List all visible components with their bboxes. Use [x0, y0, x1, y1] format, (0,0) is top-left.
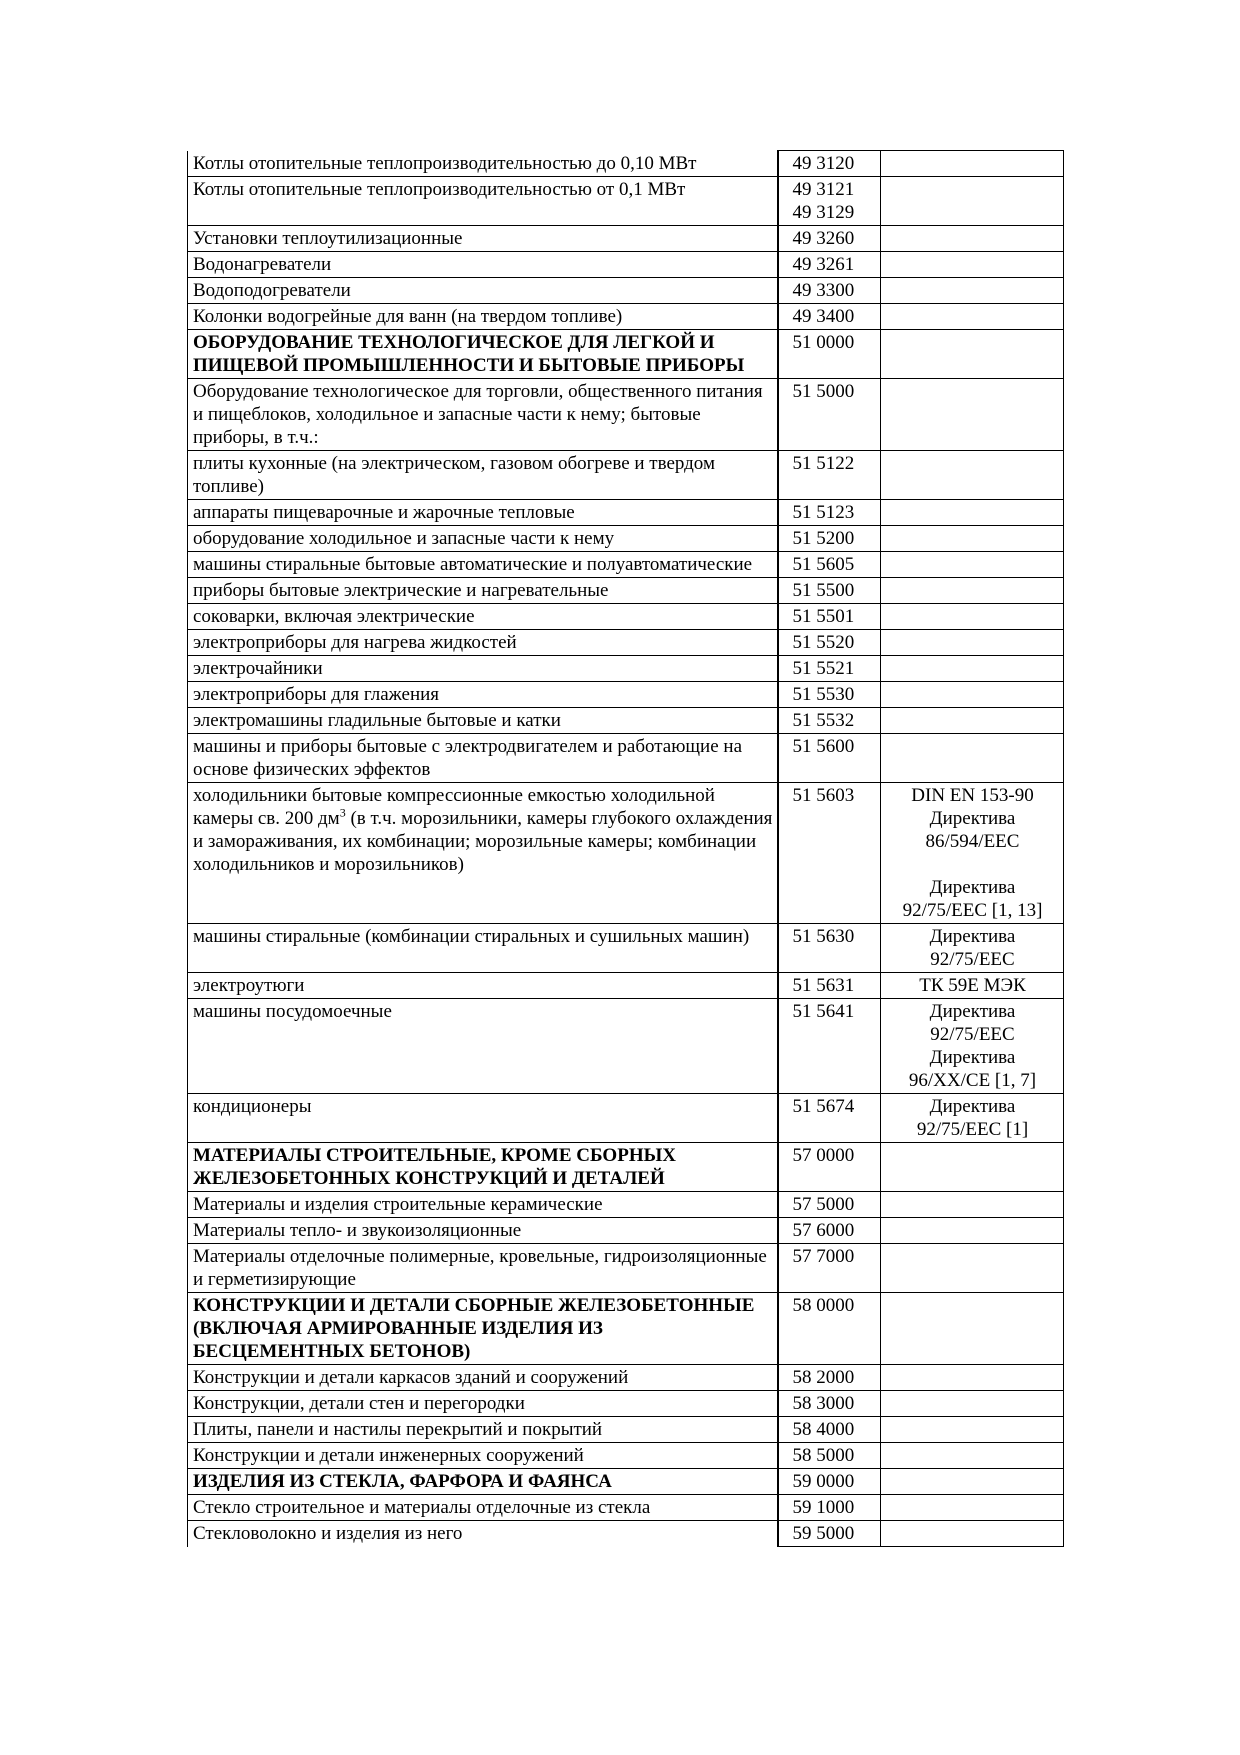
- section-heading-row: [188, 1143, 1064, 1192]
- okp-code-cell: 51 5123: [778, 500, 881, 526]
- okp-code-cell: 51 5530: [778, 682, 881, 708]
- table-row: [188, 1244, 1064, 1293]
- okp-code-cell: 57 0000: [778, 1143, 881, 1192]
- product-name-cell: Котлы отопительные теплопроизводительностью от 0,1 МВт: [188, 177, 778, 226]
- standard-reference-cell: DIN EN 153-90 Директива 86/594/EEC Директива 92/75/EEC [1, 13]: [881, 783, 1064, 924]
- product-name-cell: Конструкции и детали каркасов зданий и сооружений: [188, 1365, 778, 1391]
- okp-code-cell: 51 5631: [778, 973, 881, 999]
- table-row: [188, 734, 1064, 783]
- okp-code-cell: 59 5000: [778, 1521, 881, 1547]
- table-row: [188, 783, 1064, 924]
- table-row: [188, 1218, 1064, 1244]
- standard-reference-cell: [881, 330, 1064, 379]
- standard-reference-cell: [881, 1143, 1064, 1192]
- standard-reference-cell: [881, 1521, 1064, 1547]
- standard-reference-cell: [881, 304, 1064, 330]
- standard-reference-cell: [881, 177, 1064, 226]
- product-name-cell: Котлы отопительные теплопроизводительностью до 0,10 МВт: [188, 151, 778, 177]
- table-row: [188, 656, 1064, 682]
- standard-reference-cell: [881, 252, 1064, 278]
- product-name-cell: Конструкции и детали инженерных сооружений: [188, 1443, 778, 1469]
- standard-reference-cell: [881, 451, 1064, 500]
- table-row: [188, 924, 1064, 973]
- table-row: [188, 1417, 1064, 1443]
- standard-reference-cell: [881, 604, 1064, 630]
- okp-code-cell: 51 5520: [778, 630, 881, 656]
- okp-code-cell: 51 5603: [778, 783, 881, 924]
- standard-reference-cell: [881, 1417, 1064, 1443]
- okp-code-cell: 59 0000: [778, 1469, 881, 1495]
- product-name-cell: Плиты, панели и настилы перекрытий и покрытий: [188, 1417, 778, 1443]
- standard-reference-cell: Директива 92/75/EEC Директива 96/XX/CE [1, 7]: [881, 999, 1064, 1094]
- table-row: [188, 526, 1064, 552]
- okp-code-cell: 51 5641: [778, 999, 881, 1094]
- standard-reference-cell: [881, 708, 1064, 734]
- product-name-cell: электроутюги: [188, 973, 778, 999]
- okp-code-cell: 51 5600: [778, 734, 881, 783]
- product-name-cell: ОБОРУДОВАНИЕ ТЕХНОЛОГИЧЕСКОЕ ДЛЯ ЛЕГКОЙ И ПИЩЕВОЙ ПРОМЫШЛЕННОСТИ И БЫТОВЫЕ ПРИБОРЫ: [188, 330, 778, 379]
- standard-reference-cell: [881, 630, 1064, 656]
- okp-code-cell: 57 7000: [778, 1244, 881, 1293]
- product-name-cell: плиты кухонные (на электрическом, газовом обогреве и твердом топливе): [188, 451, 778, 500]
- okp-code-cell: 51 5000: [778, 379, 881, 451]
- table-row: [188, 604, 1064, 630]
- standard-reference-cell: [881, 578, 1064, 604]
- table-row: [188, 1365, 1064, 1391]
- table-row: [188, 1192, 1064, 1218]
- product-name-cell: соковарки, включая электрические: [188, 604, 778, 630]
- unit-superscript: 3: [339, 805, 346, 820]
- standard-reference-cell: [881, 1469, 1064, 1495]
- standard-reference-cell: Директива 92/75/EEC: [881, 924, 1064, 973]
- product-name-cell: Водоподогреватели: [188, 278, 778, 304]
- okp-code-cell: 49 3261: [778, 252, 881, 278]
- product-name-cell: КОНСТРУКЦИИ И ДЕТАЛИ СБОРНЫЕ ЖЕЛЕЗОБЕТОННЫЕ (ВКЛЮЧАЯ АРМИРОВАННЫЕ ИЗДЕЛИЯ ИЗ БЕСЦЕМЕНТНЫХ БЕТОНОВ): [188, 1293, 778, 1365]
- table-row: [188, 1495, 1064, 1521]
- table-row: [188, 1443, 1064, 1469]
- okp-code-cell: 49 3121 49 3129: [778, 177, 881, 226]
- product-name-cell: МАТЕРИАЛЫ СТРОИТЕЛЬНЫЕ, КРОМЕ СБОРНЫХ ЖЕЛЕЗОБЕТОННЫХ КОНСТРУКЦИЙ И ДЕТАЛЕЙ: [188, 1143, 778, 1192]
- product-name-cell: Установки теплоутилизационные: [188, 226, 778, 252]
- okp-code-cell: 51 5674: [778, 1094, 881, 1143]
- standard-reference-cell: [881, 552, 1064, 578]
- okp-code-cell: 51 5521: [778, 656, 881, 682]
- product-name-cell: Стекловолокно и изделия из него: [188, 1521, 778, 1547]
- product-name-cell: машины посудомоечные: [188, 999, 778, 1094]
- table-row: [188, 552, 1064, 578]
- table-row: [188, 252, 1064, 278]
- table-row: [188, 578, 1064, 604]
- product-name-cell: электромашины гладильные бытовые и катки: [188, 708, 778, 734]
- okp-code-cell: 49 3300: [778, 278, 881, 304]
- standard-reference-cell: [881, 682, 1064, 708]
- standard-reference-cell: [881, 500, 1064, 526]
- okp-code-cell: 51 0000: [778, 330, 881, 379]
- standard-reference-cell: [881, 1192, 1064, 1218]
- product-name-cell: Материалы отделочные полимерные, кровельные, гидроизоляционные и герметизирующие: [188, 1244, 778, 1293]
- standard-reference-cell: [881, 656, 1064, 682]
- product-name-cell: электроприборы для глажения: [188, 682, 778, 708]
- product-name-cell: аппараты пищеварочные и жарочные тепловые: [188, 500, 778, 526]
- okp-code-cell: 51 5500: [778, 578, 881, 604]
- table-row: [188, 999, 1064, 1094]
- product-name-text: (в т.ч. морозильники, камеры глубокого охлаждения и замораживания, их комбинации; морозильные камеры; комбинации холодильников и морозильников): [193, 808, 773, 875]
- section-heading-row: [188, 1293, 1064, 1365]
- okp-code-cell: 51 5605: [778, 552, 881, 578]
- product-name-cell: [188, 783, 778, 924]
- product-name-cell: машины стиральные бытовые автоматические и полуавтоматические: [188, 552, 778, 578]
- standard-reference-cell: [881, 1244, 1064, 1293]
- standard-reference-cell: [881, 526, 1064, 552]
- okp-code-cell: 51 5122: [778, 451, 881, 500]
- standard-reference-cell: [881, 1293, 1064, 1365]
- table-row: [188, 973, 1064, 999]
- table-row: [188, 379, 1064, 451]
- table-row: [188, 708, 1064, 734]
- okp-code-cell: 49 3260: [778, 226, 881, 252]
- table-row: [188, 1521, 1064, 1547]
- okp-code-cell: 51 5200: [778, 526, 881, 552]
- standard-reference-cell: [881, 278, 1064, 304]
- product-name-cell: Стекло строительное и материалы отделочные из стекла: [188, 1495, 778, 1521]
- standard-reference-cell: [881, 734, 1064, 783]
- product-name-cell: электроприборы для нагрева жидкостей: [188, 630, 778, 656]
- standard-reference-cell: [881, 1443, 1064, 1469]
- product-name-cell: машины и приборы бытовые с электродвигателем и работающие на основе физических эффектов: [188, 734, 778, 783]
- okp-code-cell: 49 3120: [778, 151, 881, 177]
- classification-table: [187, 150, 1064, 1547]
- product-name-cell: Материалы тепло- и звукоизоляционные: [188, 1218, 778, 1244]
- standard-reference-cell: ТК 59Е МЭК: [881, 973, 1064, 999]
- table-row: [188, 1391, 1064, 1417]
- okp-code-cell: 57 6000: [778, 1218, 881, 1244]
- product-name-cell: ИЗДЕЛИЯ ИЗ СТЕКЛА, ФАРФОРА И ФАЯНСА: [188, 1469, 778, 1495]
- okp-code-cell: 58 5000: [778, 1443, 881, 1469]
- okp-code-cell: 49 3400: [778, 304, 881, 330]
- product-name-cell: кондиционеры: [188, 1094, 778, 1143]
- table-row: [188, 451, 1064, 500]
- table-row: [188, 151, 1064, 177]
- okp-code-cell: 58 3000: [778, 1391, 881, 1417]
- standard-reference-cell: [881, 1391, 1064, 1417]
- product-name-cell: приборы бытовые электрические и нагревательные: [188, 578, 778, 604]
- standard-reference-cell: [881, 226, 1064, 252]
- okp-code-cell: 58 0000: [778, 1293, 881, 1365]
- table-row: [188, 1094, 1064, 1143]
- section-heading-row: [188, 1469, 1064, 1495]
- okp-code-cell: 51 5501: [778, 604, 881, 630]
- okp-code-cell: 51 5630: [778, 924, 881, 973]
- standard-reference-cell: [881, 151, 1064, 177]
- section-heading-row: [188, 330, 1064, 379]
- standard-reference-cell: [881, 1218, 1064, 1244]
- product-name-cell: Водонагреватели: [188, 252, 778, 278]
- table-row: [188, 630, 1064, 656]
- okp-code-cell: 59 1000: [778, 1495, 881, 1521]
- okp-code-cell: 58 4000: [778, 1417, 881, 1443]
- product-name-cell: Материалы и изделия строительные керамические: [188, 1192, 778, 1218]
- table-body: [188, 151, 1064, 1547]
- product-name-cell: Колонки водогрейные для ванн (на твердом топливе): [188, 304, 778, 330]
- table-row: [188, 278, 1064, 304]
- table-row: [188, 500, 1064, 526]
- standard-reference-cell: [881, 1365, 1064, 1391]
- table-row: [188, 177, 1064, 226]
- standard-reference-cell: Директива 92/75/EEC [1]: [881, 1094, 1064, 1143]
- table-row: [188, 304, 1064, 330]
- product-name-cell: Конструкции, детали стен и перегородки: [188, 1391, 778, 1417]
- standard-reference-cell: [881, 1495, 1064, 1521]
- table-row: [188, 226, 1064, 252]
- table-row: [188, 682, 1064, 708]
- product-name-cell: оборудование холодильное и запасные части к нему: [188, 526, 778, 552]
- product-name-cell: Оборудование технологическое для торговли, общественного питания и пищеблоков, холодильное и запасные части к нему; бытовые приборы, в т.ч.:: [188, 379, 778, 451]
- okp-code-cell: 57 5000: [778, 1192, 881, 1218]
- standard-reference-cell: [881, 379, 1064, 451]
- product-name-cell: машины стиральные (комбинации стиральных и сушильных машин): [188, 924, 778, 973]
- okp-code-cell: 58 2000: [778, 1365, 881, 1391]
- okp-code-cell: 51 5532: [778, 708, 881, 734]
- product-name-text: холодильники бытовые компрессионные емкостью холодильной камеры св. 200 дм: [193, 785, 715, 829]
- product-name-cell: электрочайники: [188, 656, 778, 682]
